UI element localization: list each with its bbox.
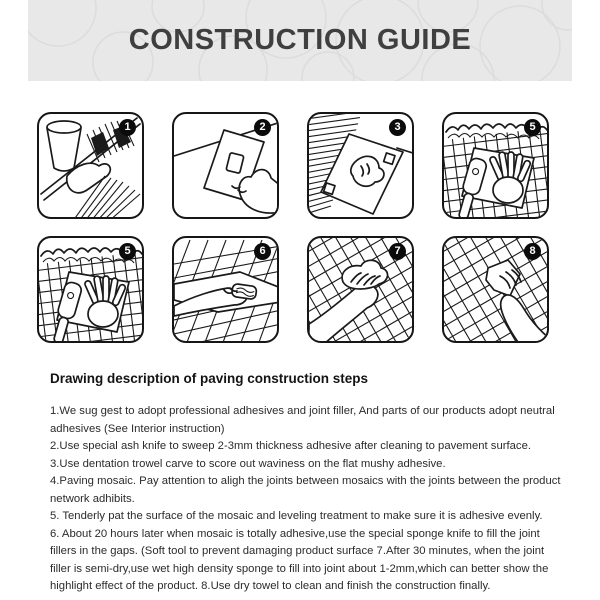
description-item-5: 5. Tenderly pat the surface of the mosaic and leveling treatment to make sure it is adhesive evenly. xyxy=(50,510,543,522)
construction-steps-panels xyxy=(37,112,563,343)
step-panel-5 xyxy=(37,236,144,343)
step-panel-3 xyxy=(307,112,414,219)
step-number-badge: 5 xyxy=(119,243,136,260)
page-title: CONSTRUCTION GUIDE xyxy=(128,24,472,56)
description-item-1: 1.We sug gest to adopt professional adhesives and joint filler, And parts of our products adopt neutral adhesives (See Interior instruction) xyxy=(50,405,555,435)
description-item-4: 4.Paving mosaic. Pay attention to aligh the joints between mosaics with the joints between the product network adhibits. xyxy=(50,475,561,505)
description-heading: Drawing description of paving construction steps xyxy=(50,371,369,386)
step-panel-7 xyxy=(307,236,414,343)
step-number-badge: 1 xyxy=(119,119,136,136)
step-number-badge: 3 xyxy=(389,119,406,136)
step-number-badge: 5 xyxy=(524,119,541,136)
header-banner xyxy=(28,0,572,81)
panel-row-2 xyxy=(37,236,563,343)
description-item-6: 6. About 20 hours later when mosaic is totally adhesive,use the special sponge knife to fill the joint fillers in the gaps. (Soft tool to prevent damaging product surface 7.After 30 minutes, when the joint filler is semi-dry,use wet high density sponge to fill into joint about 1-2mm,which can better show the highlight effect of the product. 8.Use dry towel to clean and finish the construction finally. xyxy=(50,527,549,592)
description-item-3: 3.Use dentation trowel carve to score out waviness on the flat mushy adhesive. xyxy=(50,457,446,470)
step-panel-8 xyxy=(442,236,549,343)
step-panel-1 xyxy=(37,112,144,219)
step-number-badge: 8 xyxy=(524,243,541,260)
step-number-badge: 6 xyxy=(254,243,271,260)
step-number-badge: 2 xyxy=(254,119,271,136)
panel-row-1 xyxy=(37,112,563,219)
description-section xyxy=(50,371,562,596)
step-panel-6 xyxy=(172,236,279,343)
step-panel-2 xyxy=(172,112,279,219)
description-item-2: 2.Use special ash knife to sweep 2-3mm thickness adhesive after cleaning to pavement surface. xyxy=(50,440,531,452)
step-number-badge: 7 xyxy=(389,243,406,260)
step-panel-4 xyxy=(442,112,549,219)
